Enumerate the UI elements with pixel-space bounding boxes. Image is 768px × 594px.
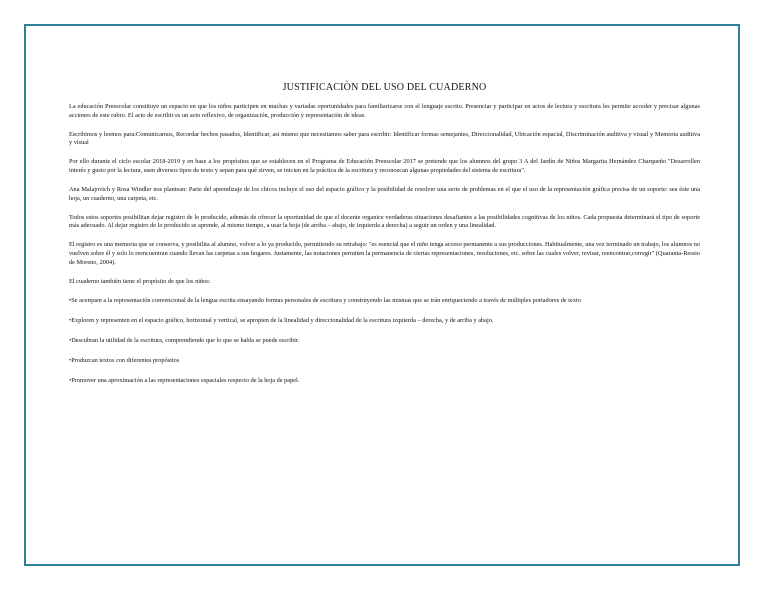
bullet-item: •Produzcan textos con diferentes propósitos (69, 357, 180, 365)
bullet-item: •Exploren y representen en el espacio gráfico, horizontal y vertical, se apropien de la linealidad y direccionalidad de la escritura izquierda – derecha, y de arriba y abajo. (69, 316, 494, 324)
paragraph-malajovich: Ana Malajovich y Rosa Windler nos plantean: Parte del aprendizaje de los chicos incluye el uso del espacio gráfico y la posibilidad de resolver una serie de problemas en el que el uso de la representación gráfica precisa de un soporte: sea éste una hoja, un cuaderno, una carpeta, etc. (69, 186, 700, 202)
document-title: JUSTIFICACIÒN DEL USO DEL CUADERNO (282, 82, 487, 93)
paragraph-intro: La educación Preescolar constituye un espacio en que los niños participen en muchas y variadas oportunidades para familiarizarse con el lenguaje escrito. Presenciar y participar en actos de lectura y escritura les permite acceder y precisar algunas acciones de este rubro. El acto de escribir es un acto reflexivo, de organización, producción y representación de ideas. (69, 103, 700, 119)
paragraph-program: Por ello durante el ciclo escolar 2018-2019 y en base a los propósitos que se establecen en el Programa de Educación Preescolar 2017 se pretende que los alumnos del grupo 3 A del Jardín de Niños Margarita Hernández Charqueño "Desarrollen interés y gusto por la lectura, usen diversos tipos de texto y sepan para qué sirven, se inicien en la práctica de la escritura y reconozcan algunas propiedades del sistema de escritura". (69, 158, 700, 174)
paragraph-purposes: Escribimos y leemos para:Comunicarnos, Recordar hechos pasados, Identificar, asi mismo que necesitamos saber para escribir: Identificar formas semejantes, Direccionalidad, Ubicación espacial, Discriminación auditiva y visual y Memoria auditiva y visual (69, 130, 700, 147)
paragraph-notebook-purpose: El cuaderno también tiene el propósito de que los niños: (69, 277, 211, 285)
bullet-item: •Descubran la utilidad de la escritura, comprendiendo que lo que se habla se puede escribir. (69, 337, 300, 344)
bullet-item: •Promover una aproximación a las representaciones espaciales respecto de la hoja de papel. (69, 377, 300, 385)
paragraph-register: El registro es una memoria que se conserva, y posibilita al alumno, volver a lo ya producido, permitiendo su retrabajo: "es esencial que el niño tenga acceso permanente a sus producciones. Habitualmente, una vez terminado un trabajo, los alumnos no vuelven sobre él y solo lo reencuentran cuando llevan las carpetas a sus hogares. Justamente, las notaciones permiten la permanencia de ciertas representaciones, resoluciones, etc. sobre las cuales volver, revisar, reencontrar,corregir" (Quaranta-Ressio de Moreno, 2004). (69, 241, 700, 266)
document-body (69, 82, 700, 397)
bullet-item: •Se acerquen a la representación convencional de la lengua escrita ensayando formas personales de escritura y construyendo las mismas que se irán enriqueciendo a través de múltiples portadores de texto (69, 296, 581, 304)
paragraph-supports: Todos estos soportes posibilitan dejar registro de lo producido, además de ofrecer la oportunidad de que el docente organice verdaderas situaciones desafiantes a las posibilidades cognitivas de los niños. Cada propuesta determinará el tipo de soporte más adecuado. Al dejar registro de lo producido se aprende, al mismo tiempo, a usar la hoja (de arriba – abajo, de izquierda a derecha) a seguir un orden y una linealidad. (69, 213, 700, 230)
